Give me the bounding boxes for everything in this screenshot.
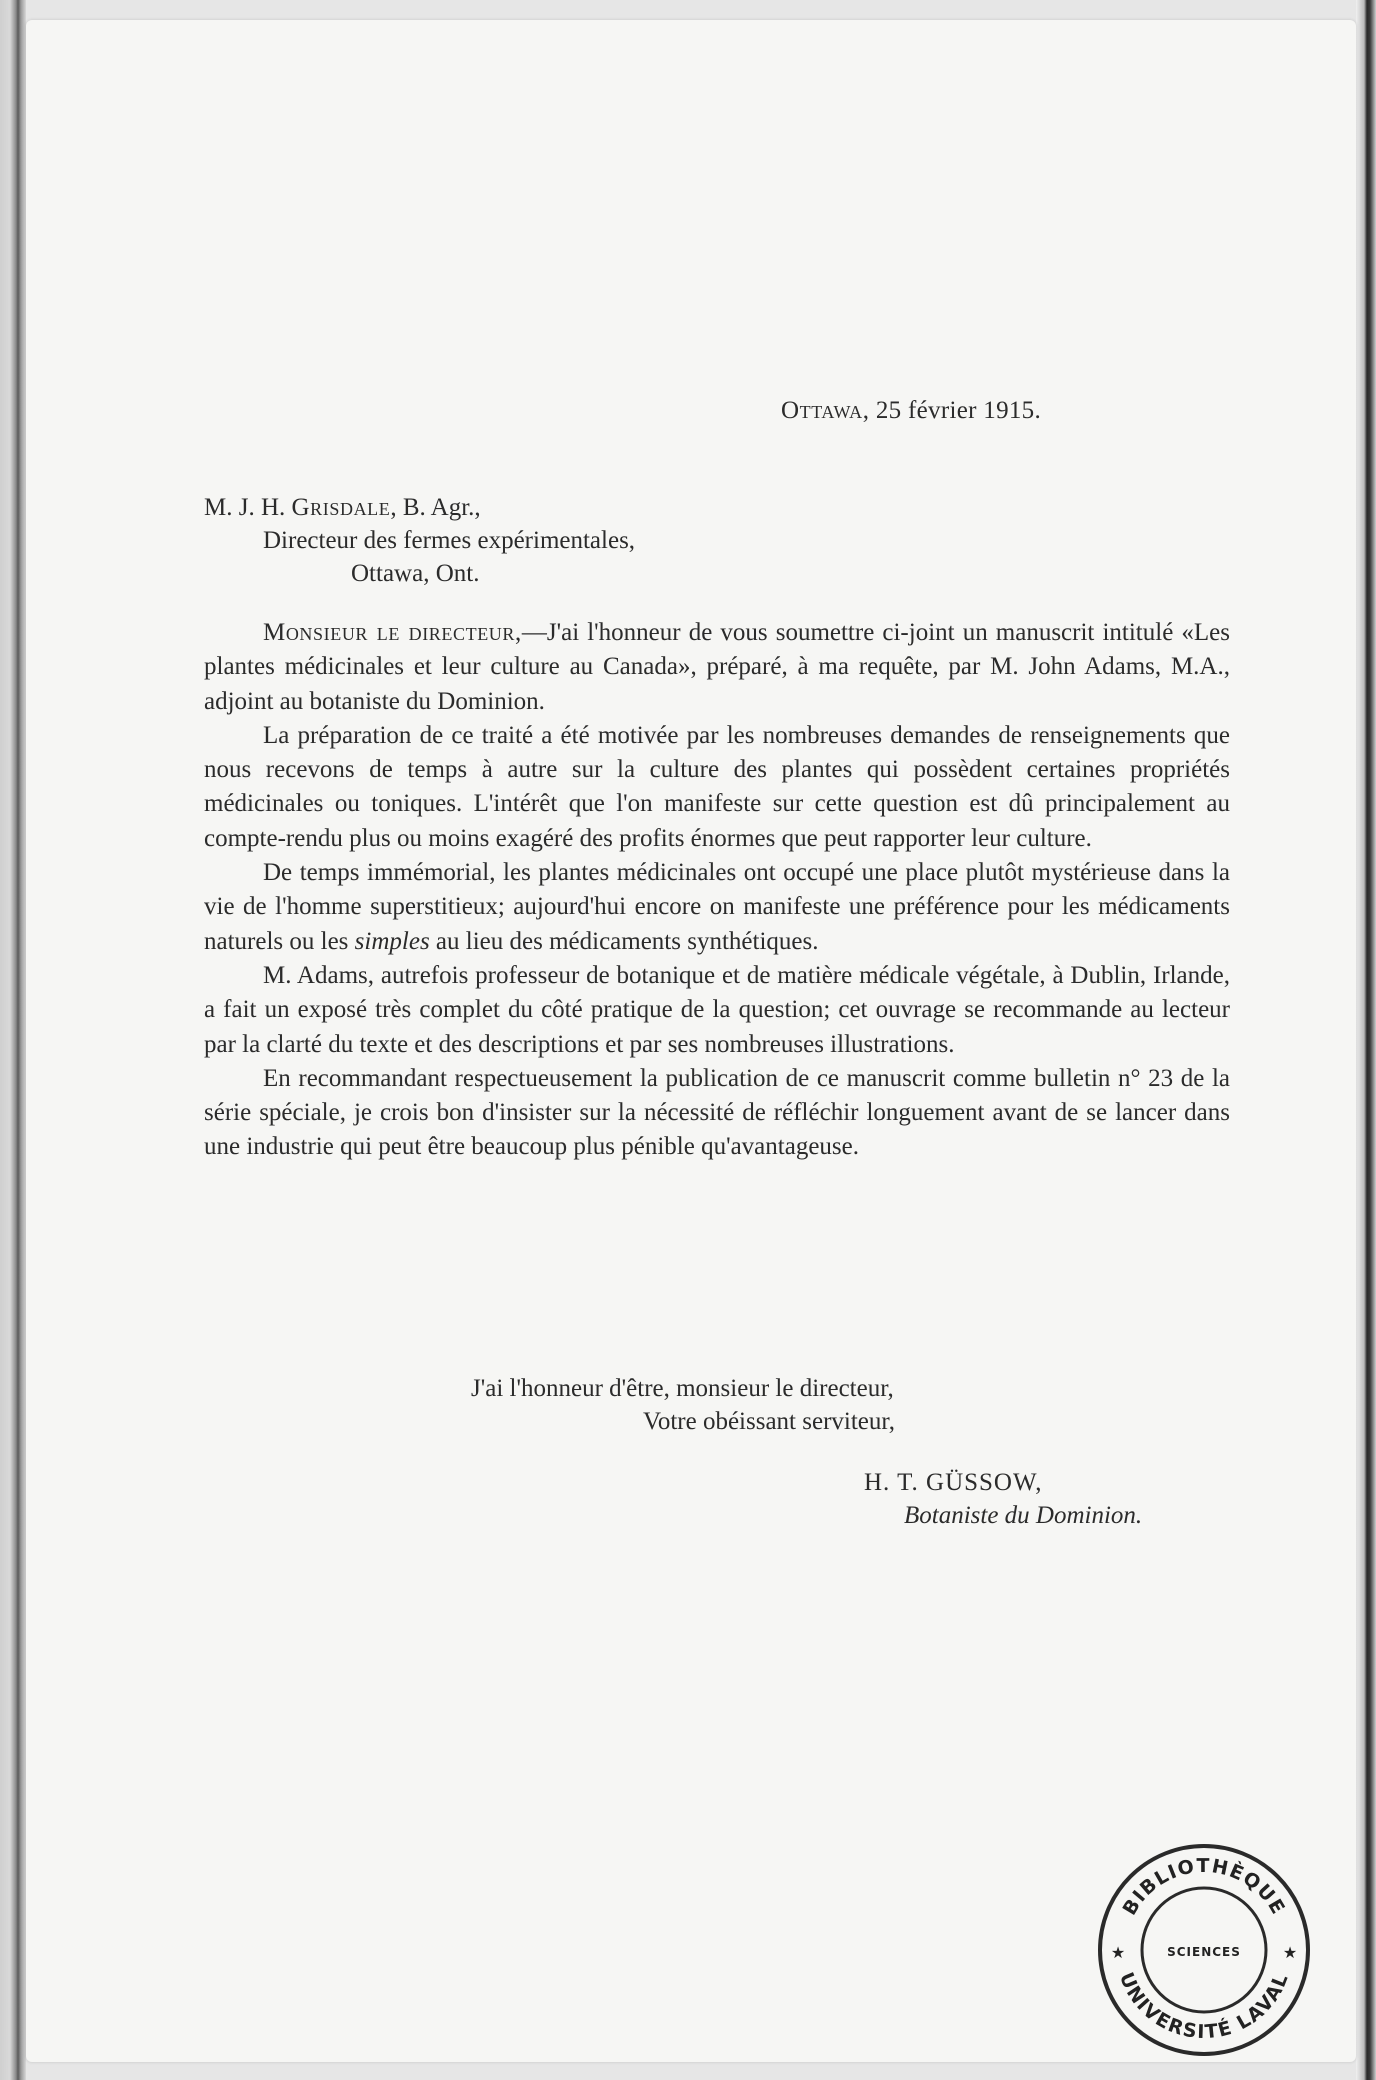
stamp-bottom-text: UNIVERSITÉ LAVAL [1114, 1969, 1294, 2044]
page-left-edge [0, 0, 26, 2080]
recipient-address [204, 491, 635, 590]
salutation: Monsieur le directeur, [263, 619, 522, 646]
library-stamp [1094, 1840, 1314, 2060]
closing-line-1: J'ai l'honneur d'être, monsieur le directeur, [471, 1375, 894, 1402]
stamp-star-right-icon: ★ [1282, 1943, 1298, 1962]
closing-line-2: Votre obéissant serviteur, [643, 1408, 895, 1435]
signature-name: H. T. GÜSSOW, [864, 1469, 1043, 1496]
paragraph-5: En recommandant respectueusement la publication de ce manuscrit comme bulletin n° 23 de la série spéciale, je crois bon d'insister sur la nécessité de réfléchir longuement avant de se lancer dans une industrie qui peut être beaucoup plus pénible qu'avantageuse. [204, 1064, 1230, 1161]
paragraph-3-before: De temps immémorial, les plantes médicinales ont occupé une place plutôt mystérieuse dans la vie de l'homme superstitieux; aujourd'hui encore on manifeste une préférence pour les médicaments naturels ou les [204, 859, 1230, 955]
recipient-initials: M. J. H. [204, 494, 292, 521]
paragraph-4: M. Adams, autrefois professeur de botanique et de matière médicale végétale, à Dublin, Irlande, a fait un exposé très complet du côté pratique de la question; cet ouvrage se recommande au lecteur par la clarté du texte et des descriptions et par ses nombreuses illustrations. [204, 961, 1230, 1058]
recipient-degree: , B. Agr., [390, 494, 481, 521]
paragraph-3-after: au lieu des médicaments synthétiques. [429, 927, 819, 955]
stamp-star-left-icon: ★ [1110, 1943, 1126, 1962]
document-page [26, 20, 1356, 2062]
date-text: , 25 février 1915. [862, 397, 1042, 424]
recipient-city: Ottawa, Ont. [351, 560, 480, 587]
signature-title: Botaniste du Dominion. [904, 1502, 1143, 1529]
page-right-edge [1356, 0, 1376, 2080]
paragraph-3-emphasis: simples [354, 927, 430, 955]
stamp-top-text: BIBLIOTHÈQUE [1118, 1854, 1290, 1920]
paragraph-1 [204, 616, 1230, 719]
recipient-name [204, 491, 635, 524]
paragraph-3 [204, 856, 1230, 959]
closing [471, 1372, 895, 1438]
letter-body [204, 616, 1230, 1165]
recipient-surname: Grisdale [291, 494, 391, 521]
stamp-center-text: SCIENCES [1167, 1945, 1241, 1959]
paragraph-2: La préparation de ce traité a été motivée par les nombreuses demandes de renseignements que nous recevons de temps à autre sur la culture des plantes qui possèdent certaines propriétés médicinales ou toniques. L'intérêt que l'on manifeste sur cette question est dû principalement au compte-rendu plus ou moins exagéré des profits énormes que peut rapporter leur culture. [204, 721, 1230, 852]
letter-date [781, 397, 1041, 425]
paragraph-1-text: —J'ai l'honneur de vous soumettre ci-joint un manuscrit intitulé «Les plantes médicinales et leur culture au Canada», préparé, à ma requête, par M. John Adams, M.A., adjoint au botaniste du Dominion. [204, 619, 1230, 715]
recipient-title: Directeur des fermes expérimentales, [263, 527, 636, 554]
date-city: Ottawa [781, 397, 863, 424]
stamp-graphic [1094, 1840, 1314, 2060]
